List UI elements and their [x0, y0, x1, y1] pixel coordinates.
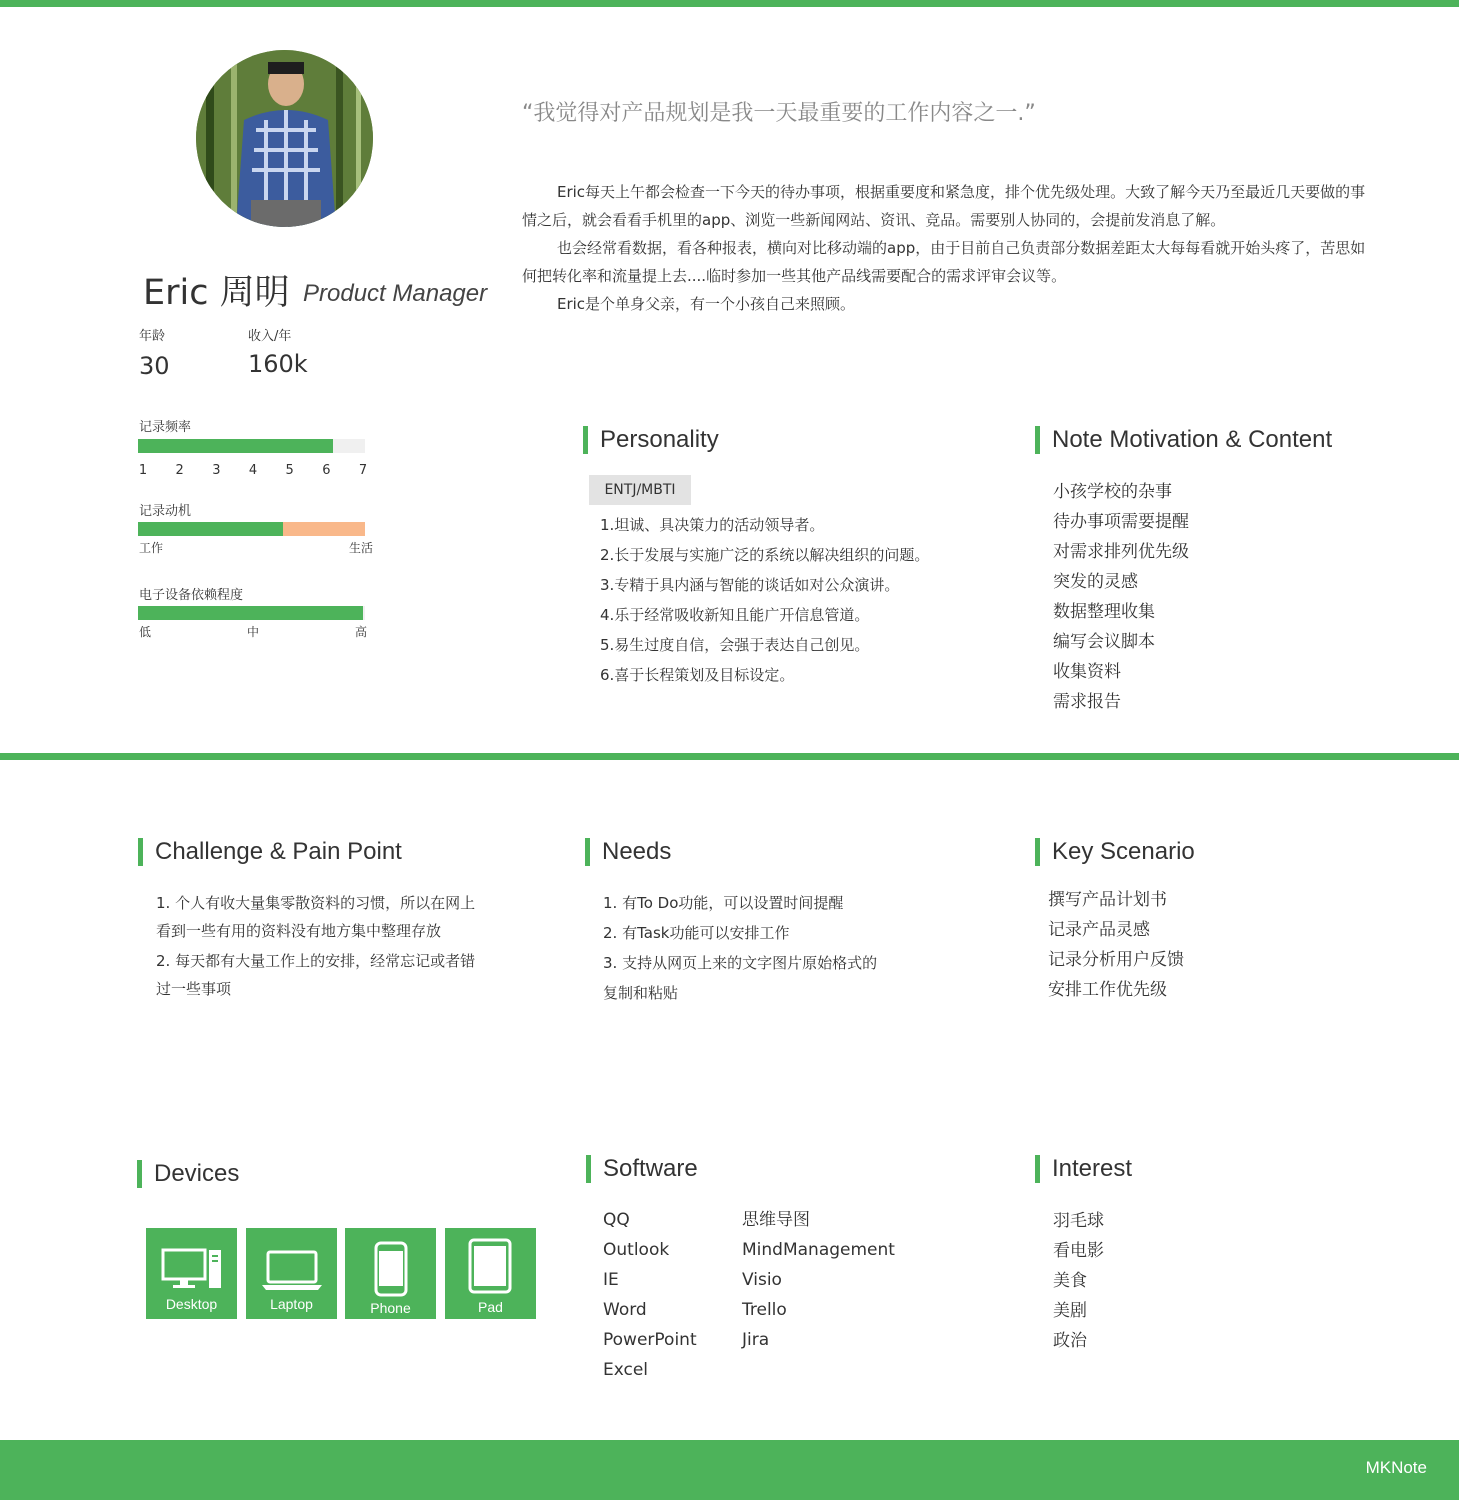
needs-list: [603, 888, 877, 1008]
scenario-title: Key Scenario: [1035, 838, 1195, 866]
list-item: 思维导图: [742, 1210, 810, 1230]
income-value: 160k: [248, 350, 308, 378]
list-item: 1.坦诚、具决策力的活动领导者。: [600, 516, 825, 534]
frequency-bar-track: [138, 439, 365, 453]
list-item: PowerPoint: [603, 1330, 697, 1350]
device-dependency-label: 电子设备依赖程度: [139, 588, 244, 603]
list-item: 过一些事项: [156, 980, 232, 998]
list-item: Jira: [742, 1330, 770, 1350]
frequency-tick: 1: [138, 463, 148, 478]
list-item: 2. 每天都有大量工作上的安排，经常忘记或者错: [156, 952, 476, 970]
footer-brand: MKNote: [1365, 1458, 1427, 1477]
motivation-work-fill: [138, 522, 283, 536]
frequency-tick: 4: [248, 463, 258, 478]
device-desktop-tile: [146, 1228, 237, 1319]
frequency-tick: 3: [212, 463, 221, 478]
software-list-col2: [742, 1205, 895, 1355]
list-item: 4.乐于经常吸收新知且能广开信息管道。: [600, 606, 870, 624]
bio-paragraph: Eric是个单身父亲，有一个小孩自己来照顾。: [557, 295, 856, 313]
list-item: 小孩学校的杂事: [1053, 482, 1172, 502]
list-item: 2.长于发展与实施广泛的系统以解决组织的问题。: [600, 546, 930, 564]
list-item: Outlook: [603, 1240, 670, 1260]
scenario-list: [1048, 885, 1184, 1005]
device-label: Desktop: [165, 1296, 218, 1312]
device-label: Laptop: [270, 1296, 313, 1312]
dependency-high-label: 高: [355, 625, 368, 639]
device-phone-tile: [345, 1228, 436, 1319]
challenge-list: [156, 889, 475, 1003]
list-item: 需求报告: [1053, 692, 1121, 712]
bio-paragraph: Eric每天上午都会检查一下今天的待办事项，根据重要度和紧急度，排个优先级处理。大致了解今天乃至最近几天要做的事情之后，就会看看手机里的app、浏览一些新闻网站、资讯、竞品。需要别人协同的，会提前发消息了解。: [522, 183, 1366, 229]
list-item: 羽毛球: [1053, 1211, 1104, 1231]
list-item: 看电影: [1053, 1241, 1104, 1261]
list-item: 复制和粘贴: [603, 984, 679, 1002]
list-item: 美食: [1053, 1271, 1087, 1291]
persona-quote: “我觉得对产品规划是我一天最重要的工作内容之一.”: [522, 101, 1036, 126]
list-item: 数据整理收集: [1053, 602, 1155, 622]
list-item: 1. 个人有收大量集零散资料的习惯，所以在网上: [156, 894, 476, 912]
motivation-life-label: 生活: [349, 541, 374, 555]
list-item: QQ: [603, 1210, 630, 1230]
avatar: [196, 50, 373, 227]
device-dependency-track: [138, 606, 365, 620]
list-item: Word: [603, 1300, 647, 1320]
motivation-content-list: [1053, 477, 1189, 717]
list-item: 2. 有Task功能可以安排工作: [603, 924, 790, 942]
device-laptop-tile: [246, 1228, 337, 1319]
motivation-bar-track: [138, 522, 365, 536]
footer-bar: [0, 1440, 1459, 1500]
frequency-label: 记录频率: [139, 420, 192, 435]
software-title: Software: [586, 1155, 698, 1183]
list-item: 1. 有To Do功能，可以设置时间提醒: [603, 894, 844, 912]
interest-list: [1053, 1206, 1104, 1356]
devices-title: Devices: [137, 1160, 239, 1188]
frequency-tick: 2: [175, 463, 184, 478]
dependency-low-label: 低: [139, 625, 152, 639]
list-item: 突发的灵感: [1053, 572, 1138, 592]
frequency-tick: 7: [358, 463, 368, 478]
list-item: IE: [603, 1270, 619, 1290]
mbti-tag: ENTJ/MBTI: [589, 475, 691, 505]
list-item: 安排工作优先级: [1048, 980, 1167, 1000]
motivation-label: 记录动机: [139, 504, 192, 519]
needs-title: Needs: [585, 838, 671, 866]
list-item: MindManagement: [742, 1240, 895, 1260]
list-item: 收集资料: [1053, 662, 1121, 682]
persona-bio: [522, 178, 1372, 318]
list-item: 美剧: [1053, 1301, 1087, 1321]
dependency-mid-label: 中: [247, 625, 260, 639]
list-item: 记录分析用户反馈: [1048, 950, 1184, 970]
list-item: 5.易生过度自信，会强于表达自己创见。: [600, 636, 870, 654]
persona-name: Eric 周明: [143, 273, 290, 313]
list-item: 编写会议脚本: [1053, 632, 1155, 652]
list-item: 看到一些有用的资料没有地方集中整理存放: [156, 922, 442, 940]
software-list-col1: [603, 1205, 697, 1385]
frequency-tick: 5: [285, 463, 294, 478]
personality-title: Personality: [583, 426, 719, 454]
section-divider-bar: [0, 753, 1459, 760]
list-item: 记录产品灵感: [1048, 920, 1150, 940]
list-item: 3.专精于具内涵与智能的谈话如对公众演讲。: [600, 576, 900, 594]
personality-list: [600, 510, 929, 690]
device-label: Pad: [478, 1299, 503, 1315]
list-item: Excel: [603, 1360, 649, 1380]
list-item: 6.喜于长程策划及目标设定。: [600, 666, 795, 684]
list-item: 政治: [1053, 1331, 1087, 1351]
motivation-work-label: 工作: [139, 541, 164, 555]
interest-title: Interest: [1035, 1155, 1132, 1183]
list-item: 撰写产品计划书: [1048, 890, 1167, 910]
frequency-bar-fill: [138, 439, 333, 453]
top-accent-bar: [0, 0, 1459, 7]
motivation-content-title: Note Motivation & Content: [1035, 426, 1332, 454]
device-pad-tile: [445, 1228, 536, 1319]
age-value: 30: [139, 352, 170, 380]
device-dependency-fill: [138, 606, 363, 620]
list-item: Trello: [742, 1300, 787, 1320]
age-label: 年龄: [139, 329, 166, 344]
list-item: 对需求排列优先级: [1053, 542, 1189, 562]
challenge-title: Challenge & Pain Point: [138, 838, 402, 866]
list-item: 3. 支持从网页上来的文字图片原始格式的: [603, 954, 878, 972]
income-label: 收入/年: [248, 329, 292, 344]
device-label: Phone: [370, 1300, 411, 1316]
bio-paragraph: 也会经常看数据，看各种报表，横向对比移动端的app，由于目前自己负责部分数据差距太大每每看就开始头疼了，苦思如何把转化率和流量提上去....临时参加一些其他产品线需要配合的需求评审会议等。: [522, 239, 1366, 285]
frequency-tick: 6: [322, 463, 331, 478]
list-item: 待办事项需要提醒: [1053, 512, 1189, 532]
frequency-scale: [138, 463, 368, 481]
persona-role: Product Manager: [303, 280, 488, 307]
list-item: Visio: [742, 1270, 782, 1290]
